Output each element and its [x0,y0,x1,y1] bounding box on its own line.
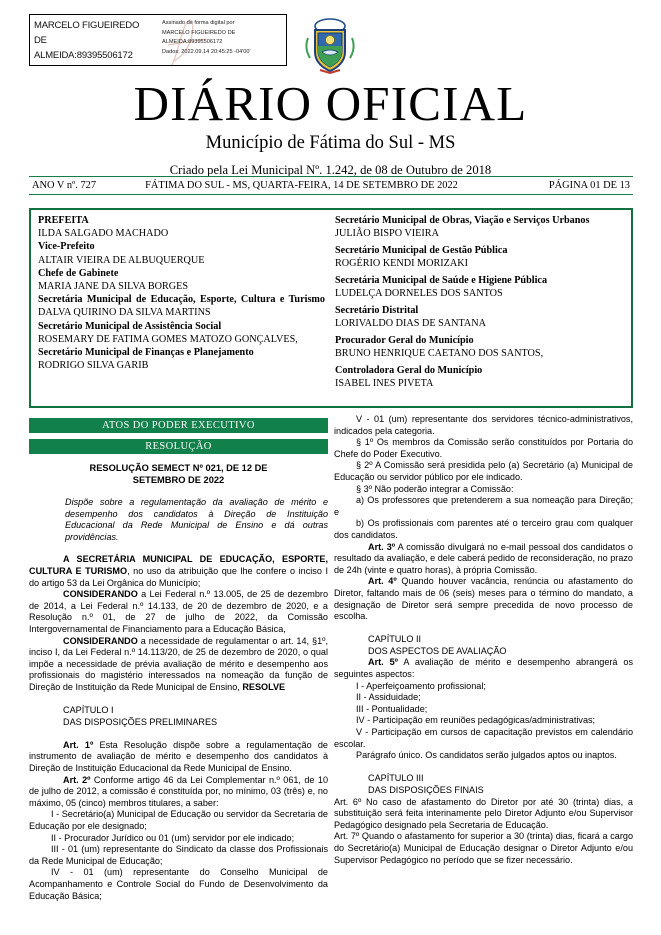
official-role: Procurador Geral do Município [335,334,474,346]
article-1-text: Esta Resolução dispõe sobre a regulamentação de instrumento de avaliação de mérito e desempenho dos candidatos à Direção de Instituição Educacional da Rede Municipal de Ensino. [29,739,328,774]
aspect-item-iii: III - Pontualidade; [356,703,428,714]
signature-name [30,15,158,65]
article-1-number: Art. 1º [63,739,94,750]
official-name: DALVA QUIRINO DA SILVA MARTINS [38,307,211,319]
paragraph-1: § 1º Os membros da Comissão serão constituídos por Portaria do Chefe do Poder Executivo. [334,437,633,459]
article-2-text: Conforme artigo 46 da Lei Complementar n.º 061, de 10 de julho de 2012, a comissão é constituída por, no mínimo, 03 (três) e, no máximo, 05 (cinco) membros titulares, a saber: [29,774,328,808]
chapter-1-title: DAS DISPOSIÇÕES PRELIMINARES [63,716,218,727]
chapter-3-title: DAS DISPOSIÇÕES FINAIS [368,785,484,795]
signature-name-line: ALMEIDA:89395506172 [34,50,133,61]
official-name: LUDELÇA DORNELES DOS SANTOS [335,288,503,300]
official-entry [38,346,325,372]
signature-meta-line: Assinado de forma digital por [162,20,235,26]
resolution-title-line2: SETEMBRO DE 2022 [132,475,225,485]
spacer [334,762,633,774]
signature-name-line: DE [34,35,47,46]
article-1 [29,740,328,775]
edition-place-date: FÁTIMA DO SUL - MS, QUARTA-FEIRA, 14 DE SETEMBRO DE 2022 [145,180,458,191]
aspect-item-v: V - Participação em cursos de capacitação previstos em calendário escolar. [334,727,633,749]
official-role: Vice-Prefeito [38,241,95,253]
paragraph-considerando-2 [29,636,328,694]
chapter-3-label: CAPÍTULO III [368,773,424,784]
considerando-2-bold: CONSIDERANDO [63,635,138,646]
list-item-iv: IV - 01 (um) representante do Conselho Municipal de Acompanhamento e Controle Social do Fundo de Desenvolvimento da Educação Básica; [29,867,328,901]
official-entry [335,214,625,240]
section-banner-executive-acts: ATOS DO PODER EXECUTIVO [29,418,328,433]
article-4-number: Art. 4º [368,576,397,587]
official-entry [38,214,325,240]
chapter-2-title: DOS ASPECTOS DE AVALIAÇÃO [368,645,507,656]
article-4 [334,576,633,622]
paragraph-preamble [29,554,328,589]
list-item-i: I - Secretário(a) Municipal de Educação ou servidor da Secretaria de Educação por ele designado; [29,809,328,832]
section-banner-resolution: RESOLUÇÃO [29,439,328,454]
official-entry [335,244,625,270]
official-role: Controladora Geral do Município [335,364,483,376]
paragraph-2: § 2º A Comissão será presidida pelo (a) Secretário (a) Municipal de Educação ou servidor público por ele indicado. [334,460,633,482]
article-6: Art. 6º No caso de afastamento do Diretor por até 30 (trinta) dias, a substituição será feita interinamente pelo Diretor Adjunto e/ou Supervisor Pedagógico designado pela Secretaria de Educação. [334,796,633,830]
official-entry [335,304,625,330]
official-name: LORIVALDO DIAS DE SANTANA [335,317,486,329]
official-name: MARIA JANE DA SILVA BORGES [38,281,189,293]
paragraph-considerando-1 [29,589,328,635]
official-name: JULIÃO BISPO VIEIRA [335,228,439,240]
masthead [0,78,661,179]
body-column-left [29,462,328,902]
article-2-number: Art. 2º [63,774,91,785]
paragraph-unico: Parágrafo único. Os candidatos serão julgados aptos ou inaptos. [356,750,617,761]
signature-meta-line: Dados: 2022.09.14 20:45:25 -04'00' [162,48,251,55]
aspect-item-iv: IV - Participação em reuniões pedagógicas/administrativas; [356,715,596,726]
signature-meta-line: MARCELO FIGUEIREDO DE [162,29,236,36]
officials-column-right [331,214,631,406]
official-role: Secretário Distrital [335,304,419,316]
spacer [29,694,328,706]
resolution-title [29,462,328,486]
aspect-item-ii: II - Assiduidade; [356,692,421,703]
spacer [334,623,633,635]
preamble-bold: A SECRETÁRIA MUNICIPAL DE EDUCAÇÃO, ESPORTE, CULTURA E TURISMO [29,554,328,576]
considerando-1-bold: CONSIDERANDO [63,589,138,600]
article-5-text: A avaliação de mérito e desempenho abrangerá os seguintes aspectos: [334,657,633,680]
official-role: Secretário Municipal de Gestão Pública [335,244,508,256]
official-entry [38,267,325,293]
resolve-bold: RESOLVE [242,681,286,692]
official-name: ISABEL INES PIVETA [335,377,434,389]
spacer [29,728,328,740]
body-column-right [334,414,633,866]
edition-bar [29,176,633,195]
official-entry [335,334,625,360]
article-3-text: A comissão divulgará no e-mail pessoal dos candidatos o resultado da avaliação, e dele caberá pedido de reconsideração, no prazo de 24h (vinte e quatro horas), à própria Comissão. [334,541,633,575]
article-7: Art. 7º Quando o afastamento for superior a 30 (trinta) dias, ficará a cargo do Secretário(a) Municipal de Educação designar o Diretor Adjunto e/ou Supervisor Pedagógico no período que se fizer necessário. [334,831,633,865]
considerando-1-rest: a Lei Federal n.º 13.005, de 25 de dezembro de 2014, a Lei Federal n.º 14.133, de 20 de dezembro de 2020, e a Resolução n.º 01, de 27 de julho de 2022, da Comissão Intergovernamental de Financiamento para a Educação Básica, [29,589,328,634]
article-4-text: Quando houver vacância, renúncia ou afastamento do Diretor, faltando mais de 06 (seis) meses para o término do mandato, a designação de Diretor será sempre precedida de novo processo de escolha. [334,576,633,622]
article-5 [334,657,633,680]
edition-page: PÁGINA 01 DE 13 [548,180,630,191]
article-3-number: Art. 3º [368,541,396,552]
official-role: Secretária Municipal de Saúde e Higiene Pública [335,274,548,286]
paragraph-3: § 3º Não poderão integrar a Comissão: [356,483,514,494]
edition-year: ANO V nº. 727 [32,180,97,191]
official-entry [38,320,325,346]
page-title: DIÁRIO OFICIAL [133,76,528,131]
official-role: Secretário Municipal de Finanças e Planejamento [38,347,254,359]
official-name: RODRIGO SILVA GARIB [38,360,149,372]
official-name: ROSEMARY DE FATIMA GOMES MATOZO GONÇALVES, [38,333,298,345]
paragraph-3-item-b: b) Os profissionais com parentes até o terceiro grau com qualquer dos candidatos. [334,518,633,540]
official-name: ALTAIR VIEIRA DE ALBUQUERQUE [38,254,205,266]
article-3 [334,542,633,577]
official-entry [335,364,625,390]
resolution-title-line1: RESOLUÇÃO SEMECT Nº 021, DE 12 DE [89,463,268,473]
signature-metadata [158,15,286,65]
aspect-item-i: I - Aperfeiçoamento profissional; [356,680,486,691]
article-5-number: Art. 5º [368,657,398,668]
list-item-v: V - 01 (um) representante dos servidores técnico-administrativos, indicados pela categoria. [334,414,633,436]
official-name: ILDA SALGADO MACHADO [38,228,169,240]
official-role: PREFEITA [38,215,89,226]
officials-box [29,208,633,408]
digital-signature-stamp [29,14,287,66]
resolution-ementa: Dispõe sobre a regulamentação da avaliação de mérito e desempenho dos candidatos à Direção de Instituição Educacional da Rede Municipal de Ensino e dá outras providências. [65,497,328,542]
list-item-iii: III - 01 (um) representante do Sindicato da classe dos Profissionais da Rede Municipal de Educação; [29,844,328,866]
paragraph-3-item-a: a) Os professores que pretenderem a sua nomeação para Direção; e [334,495,633,517]
official-entry [335,274,625,300]
preamble-rest: , no uso da atribuição que lhe confere o inciso I do artigo 53 da Lei Orgânica do Município; [29,565,329,588]
considerando-2-rest: a necessidade de regulamentar o art. 14, §1º, inciso I, da Lei Federal n.º 14.113/20, de 25 de dezembro de 2020, o qual impõe a necessidade de prévia avaliação de mérito e desempenho aos profissionais do magistério interessados na nomeação da função de Direção de Instituição da Rede Municipal de Ensino, [29,635,328,692]
official-entry [38,293,325,319]
masthead-subtitle: Município de Fátima do Sul - MS [205,133,456,153]
official-role: Chefe de Gabinete [38,267,119,279]
official-name: BRUNO HENRIQUE CAETANO DOS SANTOS, [335,347,544,359]
chapter-1-label: CAPÍTULO I [63,705,114,716]
official-name: ROGÉRIO KENDI MORIZAKI [335,258,468,270]
coat-of-arms-icon [302,16,358,74]
official-role: Secretário Municipal de Obras, Viação e Serviços Urbanos [335,215,590,226]
official-entry [38,240,325,266]
signature-meta-line: ALMEIDA:89395506172 [162,39,223,46]
signature-name-line: MARCELO FIGUEIREDO [34,20,140,31]
officials-column-left [31,214,331,406]
masthead-law-note: Criado pela Lei Municipal Nº. 1.242, de 08 de Outubro de 2018 [169,163,492,177]
list-item-ii: II - Procurador Jurídico ou 01 (um) servidor por ele indicado; [51,832,295,843]
article-2 [29,775,328,810]
chapter-2-label: CAPÍTULO II [368,634,422,645]
official-role: Secretário Municipal de Assistência Social [38,320,222,332]
official-role: Secretária Municipal de Educação, Esporte, Cultura e Turismo [38,294,325,306]
